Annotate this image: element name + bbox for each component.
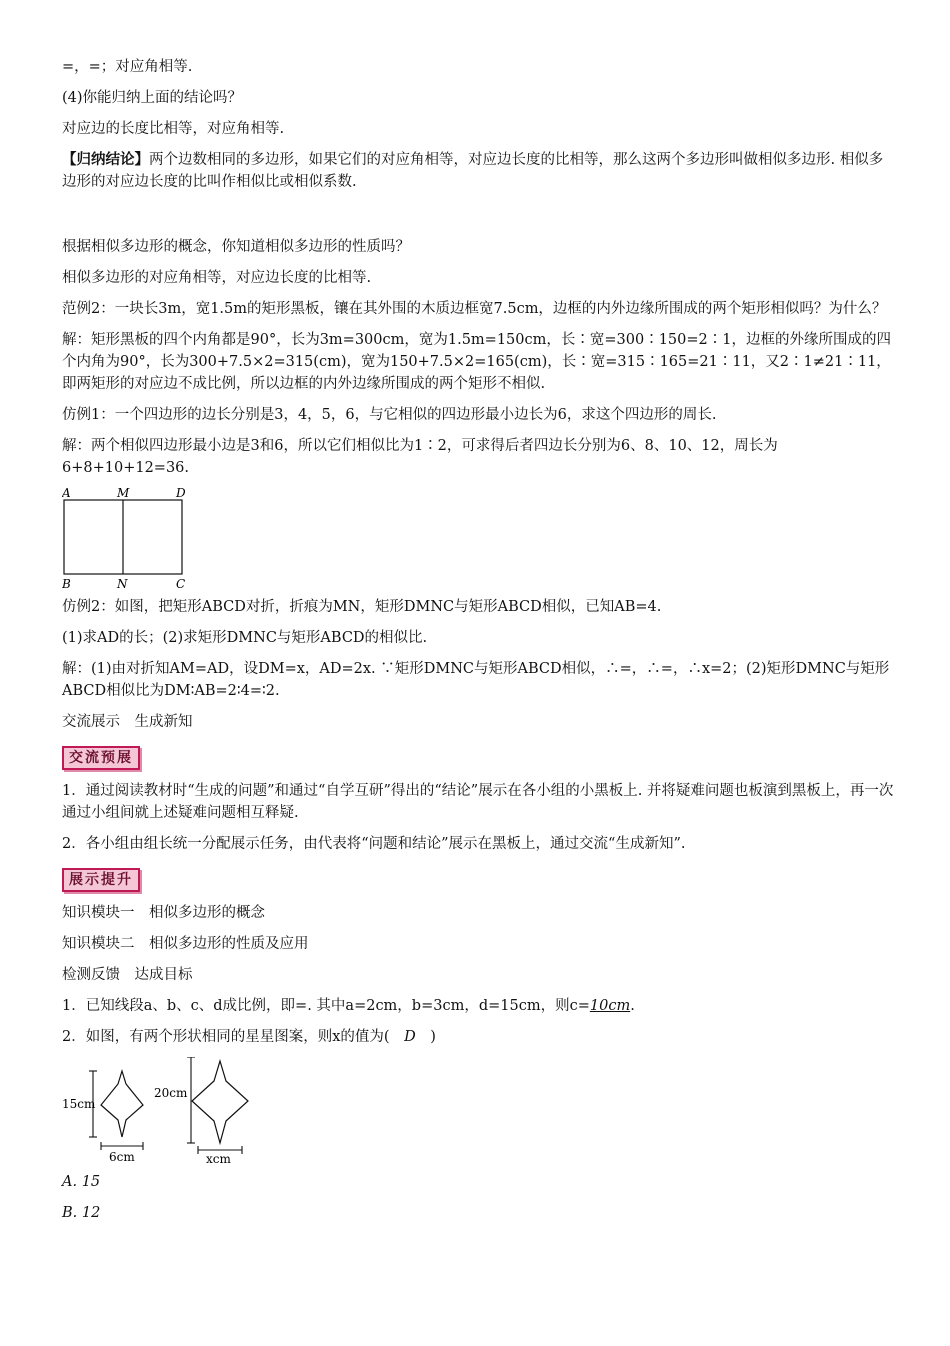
list-item: 2．各小组由组长统一分配展示任务，由代表将“问题和结论”展示在黑板上，通过交流“生成新知”. xyxy=(62,836,686,852)
conclusion-paragraph xyxy=(62,149,894,193)
label-15cm: 15cm xyxy=(62,1097,96,1111)
label-D: D xyxy=(176,488,186,500)
knowledge-module-2: 知识模块二 相似多边形的性质及应用 xyxy=(62,936,309,952)
text-line: (4)你能归纳上面的结论吗？ xyxy=(62,90,243,106)
imitation-1: 仿例1：一个四边形的边长分别是3，4，5，6，与它相似的四边形最小边长为6，求这个四边形的周长. xyxy=(62,407,717,423)
section-badge-showcase: 展示提升 xyxy=(62,868,140,892)
conclusion-text: 两个边数相同的多边形，如果它们的对应角相等，对应边长度的比相等，那么这两个多边形叫做相似多边形. 相似多边形的对应边长度的比叫作相似比或相似系数. xyxy=(62,152,884,190)
label-C: C xyxy=(176,577,186,590)
text-line: =，=；对应角相等. xyxy=(62,59,193,75)
text-line: 相似多边形的对应角相等，对应边长度的比相等. xyxy=(62,270,372,286)
list-item: 1．通过阅读教材时“生成的问题”和通过“自学互研”得出的“结论”展示在各小组的小黑板上. 并将疑难问题也板演到黑板上，再一次通过小组间就上述疑难问题相互释疑. xyxy=(62,783,894,821)
option-a: A. 15 xyxy=(62,1174,101,1190)
question-1: 1．已知线段a、b、c、d成比例，即=. 其中a=2cm，b=3cm，d=15cm，则c=10cm. xyxy=(62,998,635,1014)
label-M: M xyxy=(117,488,130,500)
rectangle-figure xyxy=(62,488,202,590)
answer-choice: D xyxy=(404,1029,416,1045)
option-b: B. 12 xyxy=(62,1205,101,1221)
example-2: 范例2：一块长3m，宽1.5m的矩形黑板，镶在其外围的木质边框宽7.5cm，边框的内外边缘所围成的两个矩形相似吗？为什么？ xyxy=(62,301,887,317)
stars-figure xyxy=(62,1057,262,1163)
document-page xyxy=(62,56,894,1233)
example-2-solution: 解：矩形黑板的四个内角都是90°，长为3m=300cm，宽为1.5m=150cm，长∶宽=300∶150=2∶1，边框的外缘所围成的四个内角为90°，长为300+7.5×2=315(cm)，宽为150+7.5×2=165(cm)，长∶宽=315∶165=21∶11，又2∶1≠21∶11，即两矩形的对应边不成比例，所以边框的内外边缘所围成的两个矩形不相似. xyxy=(62,332,891,392)
label-20cm: 20cm xyxy=(154,1086,188,1100)
imitation-2: 仿例2：如图，把矩形ABCD对折，折痕为MN，矩形DMNC与矩形ABCD相似，已知AB=4. xyxy=(62,599,662,615)
label-xcm: xcm xyxy=(206,1152,231,1163)
imitation-2-solution: 解：(1)由对折知AM=AD，设DM=x，AD=2x. ∵矩形DMNC与矩形ABCD相似，∴=，∴=，∴x=2；(2)矩形DMNC与矩形ABCD相似比为DM∶AB=2∶4=∶2. xyxy=(62,661,890,699)
text-line: 根据相似多边形的概念，你知道相似多边形的性质吗？ xyxy=(62,239,410,255)
imitation-1-solution: 解：两个相似四边形最小边是3和6，所以它们相似比为1∶2，可求得后者四边长分别为6、8、10、12，周长为6+8+10+12=36. xyxy=(62,438,778,476)
section-badge-preview: 交流预展 xyxy=(62,746,140,770)
label-N: N xyxy=(117,577,128,590)
knowledge-module-1: 知识模块一 相似多边形的概念 xyxy=(62,905,265,921)
label-6cm: 6cm xyxy=(109,1150,135,1163)
conclusion-label: 【归纳结论】 xyxy=(62,151,149,168)
question-2: 2．如图，有两个形状相同的星星图案，则x的值为( D ) xyxy=(62,1029,436,1045)
section-heading: 检测反馈 达成目标 xyxy=(62,967,193,983)
label-A: A xyxy=(62,488,71,500)
text-line: 对应边的长度比相等，对应角相等. xyxy=(62,121,285,137)
label-B: B xyxy=(62,577,71,590)
answer-blank: 10cm xyxy=(589,998,631,1014)
imitation-2-questions: (1)求AD的长；(2)求矩形DMNC与矩形ABCD的相似比. xyxy=(62,630,428,646)
section-heading: 交流展示 生成新知 xyxy=(62,714,193,730)
